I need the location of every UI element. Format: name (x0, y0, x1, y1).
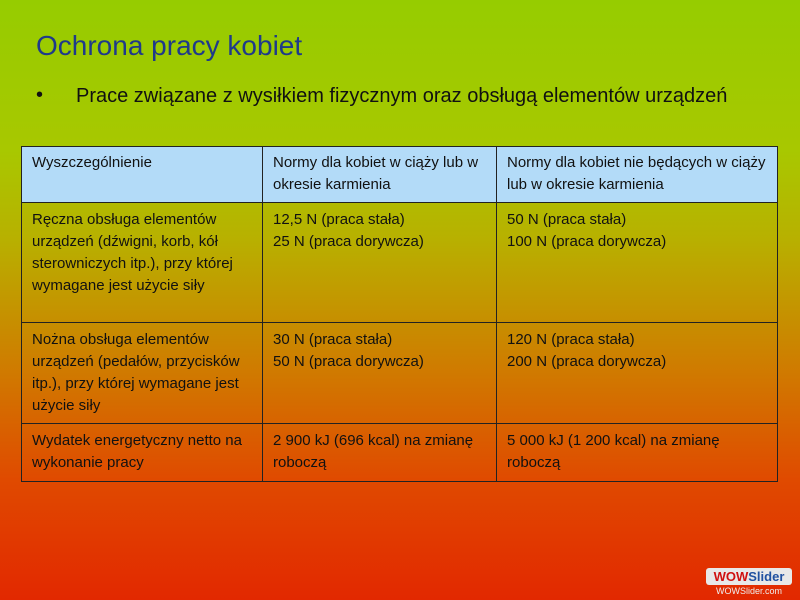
norm-line: 12,5 N (praca stała) (273, 211, 405, 228)
header-cell-pregnant: Normy dla kobiet w ciąży lub w okresie karmienia (263, 147, 497, 203)
row-label-cell: Nożna obsługa elementów urządzeń (pedałów, przycisków itp.), przy której wymagane jest użycie siły (22, 323, 263, 424)
norms-table (21, 146, 777, 482)
norm-line: 200 N (praca dorywcza) (507, 353, 667, 370)
table-row (22, 203, 778, 323)
table-header-row (22, 147, 778, 203)
wowslider-url: WOWSlider.com (715, 586, 782, 596)
not-pregnant-norm-cell (497, 424, 778, 482)
norm-line: 120 N (praca stała) (507, 331, 635, 348)
header-cell-not-pregnant: Normy dla kobiet nie będących w ciąży lub w okresie karmienia (497, 147, 778, 203)
logo-part-b: Slider (748, 569, 785, 584)
row-label-cell: Ręczna obsługa elementów urządzeń (dźwigni, korb, kół sterowniczych itp.), przy której wymagane jest użycie siły (22, 203, 263, 323)
wowslider-logo (706, 568, 792, 585)
norm-line: 100 N (praca dorywcza) (507, 233, 667, 250)
logo-part-a: WOW (713, 569, 749, 584)
not-pregnant-norm-cell (497, 323, 778, 424)
pregnant-norm-cell (263, 424, 497, 482)
bullet-text: Prace związane z wysiłkiem fizycznym oraz obsługą elementów urządzeń (76, 85, 728, 107)
bullet-point (36, 84, 756, 108)
wowslider-watermark[interactable] (706, 568, 792, 596)
table-row (22, 424, 778, 482)
header-cell-specification: Wyszczególnienie (22, 147, 263, 203)
norm-line: 50 N (praca dorywcza) (273, 353, 424, 370)
bullet-marker: • (36, 84, 44, 106)
norm-line: 25 N (praca dorywcza) (273, 233, 424, 250)
norm-line: 50 N (praca stała) (507, 211, 627, 228)
slide-title: Ochrona pracy kobiet (36, 30, 303, 61)
norm-line: 5 000 kJ (1 200 kcal) na zmianę roboczą (507, 432, 720, 471)
pregnant-norm-cell (263, 203, 497, 323)
row-label-cell: Wydatek energetyczny netto na wykonanie pracy (22, 424, 263, 482)
norm-line: 2 900 kJ (696 kcal) na zmianę roboczą (273, 432, 474, 471)
norm-line: 30 N (praca stała) (273, 331, 393, 348)
not-pregnant-norm-cell (497, 203, 778, 323)
pregnant-norm-cell (263, 323, 497, 424)
table-row (22, 323, 778, 424)
